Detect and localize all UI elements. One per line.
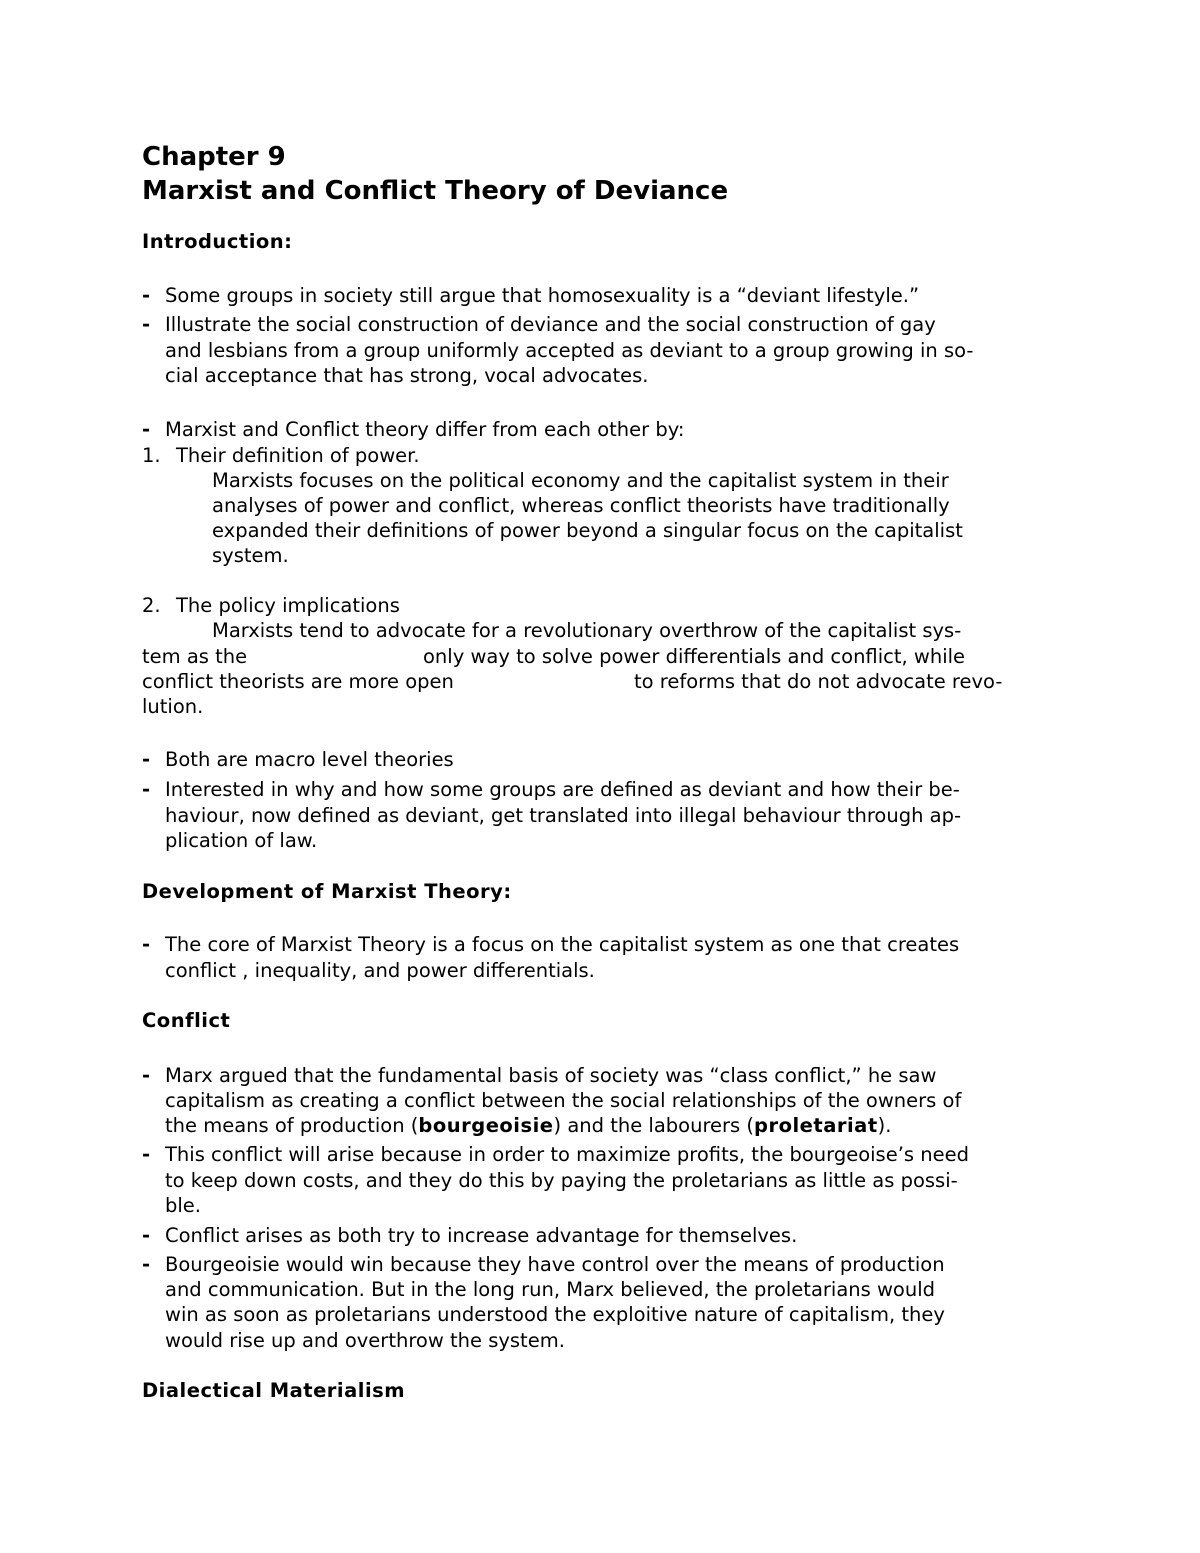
- conflict-bullet-2-line-2: to keep down costs, and they do this by paying the proletarians as little as possi-: [165, 1169, 958, 1192]
- intro-bullet-5-line-2: haviour, now defined as deviant, get translated into illegal behaviour through ap-: [165, 804, 961, 827]
- development-bullet-1-line-1: The core of Marxist Theory is a focus on the capitalist system as one that creates: [165, 933, 960, 956]
- numbered-item-2-number: 2.: [142, 594, 161, 617]
- conflict-bullet-4-line-3: win as soon as proletarians understood the exploitive nature of capitalism, they: [165, 1303, 945, 1326]
- conflict-bullet-4-line-2: and communication. But in the long run, Marx believed, the proletarians would: [165, 1278, 936, 1301]
- chapter-number: Chapter 9: [142, 142, 286, 172]
- numbered-item-1-line-1: Marxists focuses on the political economy and the capitalist system in their: [212, 469, 949, 492]
- bourgeoisie-term: bourgeoisie: [418, 1114, 554, 1137]
- chapter-title: Marxist and Conflict Theory of Deviance: [142, 176, 729, 206]
- bullet-marker: -: [142, 418, 151, 441]
- conflict-bullet-4-line-4: would rise up and overthrow the system.: [165, 1329, 565, 1352]
- intro-bullet-4: Both are macro level theories: [165, 748, 454, 771]
- conflict-bullet-4-line-1: Bourgeoisie would win because they have control over the means of production: [165, 1253, 945, 1276]
- intro-bullet-2-line-3: cial acceptance that has strong, vocal advocates.: [165, 364, 649, 387]
- conflict-heading: Conflict: [142, 1009, 231, 1032]
- development-bullet-1-line-2: conflict , inequality, and power differentials.: [165, 959, 595, 982]
- conflict-bullet-3: Conflict arises as both try to increase advantage for themselves.: [165, 1224, 798, 1247]
- numbered-item-2-line-4: lution.: [142, 695, 204, 718]
- bullet-marker: -: [142, 1253, 151, 1276]
- bullet-marker: -: [142, 778, 151, 801]
- bullet-marker: -: [142, 1143, 151, 1166]
- intro-bullet-5-line-1: Interested in why and how some groups are defined as deviant and how their be-: [165, 778, 960, 801]
- conflict-bullet-1-line-2: capitalism as creating a conflict between the social relationships of the owners of: [165, 1089, 962, 1112]
- intro-bullet-1: Some groups in society still argue that homosexuality is a “deviant lifestyle.”: [165, 284, 920, 307]
- conflict-line-3-part-a: the means of production (: [165, 1114, 419, 1137]
- numbered-item-2-title: The policy implications: [176, 594, 400, 617]
- conflict-bullet-2-line-1: This conflict will arise because in order to maximize profits, the bourgeoise’s need: [165, 1143, 970, 1166]
- numbered-item-2-line-1: Marxists tend to advocate for a revolutionary overthrow of the capitalist sys-: [212, 619, 962, 642]
- intro-bullet-3: Marxist and Conflict theory differ from each other by:: [165, 418, 685, 441]
- numbered-item-2-line-3b: to reforms that do not advocate revo-: [634, 670, 1003, 693]
- bullet-marker: -: [142, 748, 151, 771]
- numbered-item-1-number: 1.: [142, 444, 161, 467]
- numbered-item-1-line-2: analyses of power and conflict, whereas conflict theorists have traditionally: [212, 494, 950, 517]
- numbered-item-2-line-3a: conflict theorists are more open: [142, 670, 454, 693]
- development-heading: Development of Marxist Theory:: [142, 880, 512, 903]
- bullet-marker: -: [142, 313, 151, 336]
- numbered-item-2-line-2a: tem as the: [142, 645, 248, 668]
- conflict-line-3-part-b: ) and the labourers (: [553, 1114, 755, 1137]
- conflict-bullet-2-line-3: ble.: [165, 1194, 201, 1217]
- intro-bullet-2-line-1: Illustrate the social construction of deviance and the social construction of gay: [165, 313, 936, 336]
- numbered-item-1-line-4: system.: [212, 544, 289, 567]
- numbered-item-2-line-2b: only way to solve power differentials and conflict, while: [423, 645, 966, 668]
- introduction-heading: Introduction:: [142, 230, 293, 253]
- bullet-marker: -: [142, 1064, 151, 1087]
- conflict-line-3-part-c: ).: [877, 1114, 892, 1137]
- dialectical-heading: Dialectical Materialism: [142, 1379, 406, 1402]
- intro-bullet-2-line-2: and lesbians from a group uniformly accepted as deviant to a group growing in so-: [165, 339, 974, 362]
- numbered-item-1-title: Their definition of power.: [176, 444, 420, 467]
- bullet-marker: -: [142, 1224, 151, 1247]
- conflict-bullet-1-line-1: Marx argued that the fundamental basis of society was “class conflict,” he saw: [165, 1064, 937, 1087]
- proletariat-term: proletariat: [754, 1114, 878, 1137]
- numbered-item-1-line-3: expanded their definitions of power beyond a singular focus on the capitalist: [212, 519, 963, 542]
- bullet-marker: -: [142, 284, 151, 307]
- intro-bullet-5-line-3: plication of law.: [165, 829, 318, 852]
- bullet-marker: -: [142, 933, 151, 956]
- conflict-bullet-1-line-3: [165, 1113, 891, 1139]
